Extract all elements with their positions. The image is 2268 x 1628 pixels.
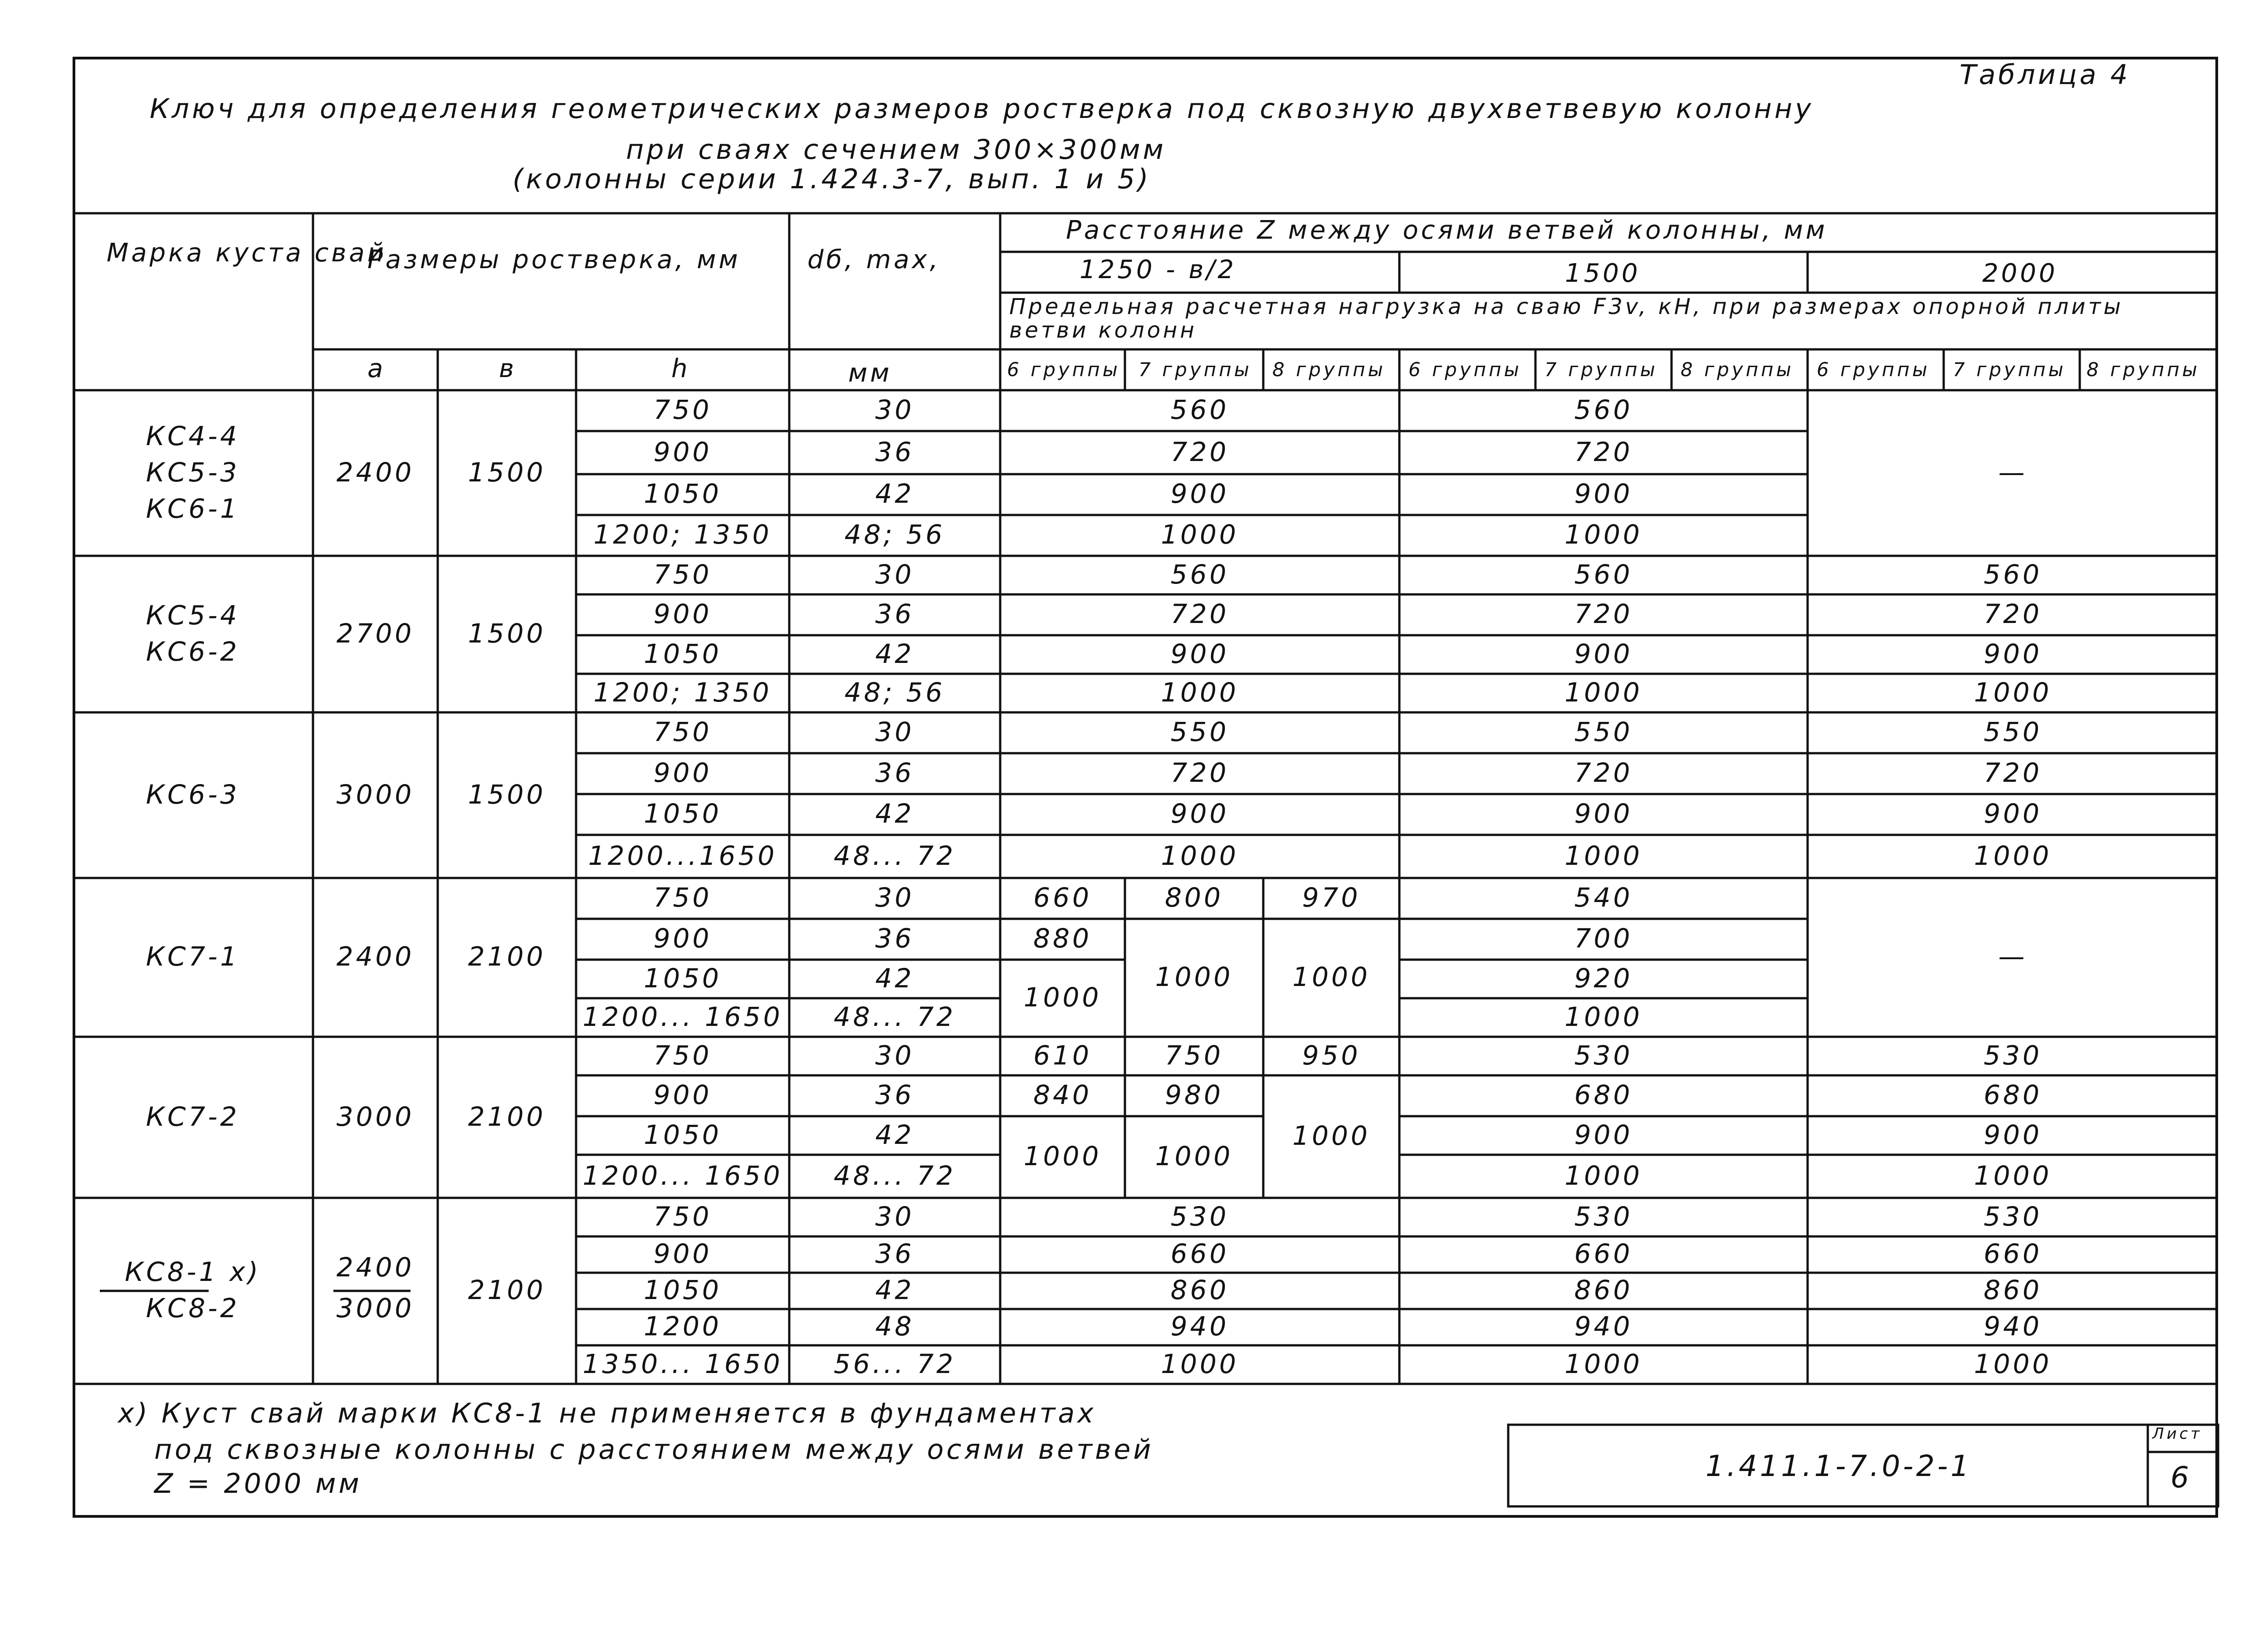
group-header: 6 группы xyxy=(1408,358,1522,381)
diameter-max: 42 xyxy=(875,962,914,994)
load-z1500: 1000 xyxy=(1564,519,1642,550)
table-number: Таблица 4 xyxy=(1960,59,2131,91)
header-distance: Расстояние Z между осями ветвей колонны, мм xyxy=(1066,216,1828,245)
load-z1250: 900 xyxy=(1170,638,1229,669)
load-z2000-dash: — xyxy=(1998,941,2028,972)
dim-a: 3000 xyxy=(336,779,415,810)
diameter-max: 30 xyxy=(875,559,914,590)
group-header: 8 группы xyxy=(1272,358,1386,381)
dim-b: 2100 xyxy=(468,1275,546,1305)
load-z2000: 900 xyxy=(1984,638,2042,669)
load-z2000: 720 xyxy=(1984,598,2042,629)
load-z2000: 900 xyxy=(1984,1119,2042,1150)
load-z1500: 1000 xyxy=(1564,1001,1642,1032)
load-group7: 800 xyxy=(1165,882,1223,913)
load-group6: 840 xyxy=(1033,1079,1092,1110)
diameter-max: 48... 72 xyxy=(833,1160,956,1191)
pile-cluster-mark: КС7-2 xyxy=(146,1101,240,1132)
diameter-max: 42 xyxy=(875,1275,914,1305)
load-z2000: 940 xyxy=(1984,1311,2042,1342)
header-load: Предельная расчетная нагрузка на сваю F3v, кН, при размерах опорной плиты ветви колонн xyxy=(1009,294,2124,343)
load-z1500: 900 xyxy=(1574,478,1633,509)
group-header: 6 группы xyxy=(1007,358,1120,381)
diameter-max: 48... 72 xyxy=(833,1001,956,1032)
dim-h: 1200...1650 xyxy=(588,840,777,871)
load-z1250: 560 xyxy=(1170,394,1229,425)
diameter-max: 36 xyxy=(875,436,914,467)
sheet-number: 6 xyxy=(2170,1461,2192,1495)
diameter-max: 30 xyxy=(875,394,914,425)
load-z1250: 720 xyxy=(1170,598,1229,629)
footnote-line2: под сквозные колонны с расстоянием между осями ветвей xyxy=(154,1434,1154,1466)
dim-h: 1050 xyxy=(644,1275,722,1305)
header-h: h xyxy=(671,354,690,383)
diameter-max: 42 xyxy=(875,478,914,509)
header-z1: 1250 - в/2 xyxy=(1080,255,1237,284)
dim-h: 750 xyxy=(653,394,712,425)
load-z1500: 900 xyxy=(1574,798,1633,829)
dim-h: 1050 xyxy=(644,638,722,669)
load-z1500: 1000 xyxy=(1564,840,1642,871)
load-group8: 970 xyxy=(1302,882,1361,913)
header-b: в xyxy=(499,354,517,383)
dim-h: 900 xyxy=(653,757,712,788)
load-group7: 1000 xyxy=(1155,1141,1233,1172)
header-dims: Размеры ростверка, мм xyxy=(367,245,741,275)
diameter-max: 48; 56 xyxy=(844,519,945,550)
dim-b: 2100 xyxy=(468,1101,546,1132)
diameter-max: 56... 72 xyxy=(833,1348,956,1379)
diameter-max: 36 xyxy=(875,598,914,629)
load-z2000: 560 xyxy=(1984,559,2042,590)
load-z1250: 660 xyxy=(1170,1238,1229,1269)
pile-cluster-mark: КС4-4 xyxy=(146,420,240,451)
diameter-max: 48... 72 xyxy=(833,840,956,871)
pile-cluster-mark: КС5-4 xyxy=(146,599,240,631)
load-z1250: 720 xyxy=(1170,436,1229,467)
load-z1250: 720 xyxy=(1170,757,1229,788)
load-z2000-dash: — xyxy=(1998,456,2028,488)
header-mark: Марка куста свай xyxy=(107,238,387,268)
diameter-max: 30 xyxy=(875,1201,914,1232)
diameter-max: 42 xyxy=(875,798,914,829)
dim-h: 750 xyxy=(653,716,712,747)
dim-h: 750 xyxy=(653,1201,712,1232)
dim-h: 1200... 1650 xyxy=(582,1001,783,1032)
load-z1500: 1000 xyxy=(1564,1348,1642,1379)
document-code: 1.411.1-7.0-2-1 xyxy=(1706,1450,1972,1483)
dim-b: 1500 xyxy=(468,779,546,810)
diameter-max: 30 xyxy=(875,1040,914,1071)
load-z1250: 1000 xyxy=(1161,840,1239,871)
load-group8: 1000 xyxy=(1292,961,1370,992)
load-z2000: 1000 xyxy=(1974,840,2052,871)
diameter-max: 42 xyxy=(875,638,914,669)
diameter-max: 30 xyxy=(875,882,914,913)
group-header: 6 группы xyxy=(1817,358,1930,381)
load-z2000: 680 xyxy=(1984,1079,2042,1110)
load-z1250: 940 xyxy=(1170,1311,1229,1342)
table-title-line2: при сваях сечением 300×300мм xyxy=(626,134,1166,166)
dim-h: 1200 xyxy=(644,1311,722,1342)
dim-a: 2400 xyxy=(336,456,415,488)
load-z1500: 700 xyxy=(1574,923,1633,954)
diameter-max: 48; 56 xyxy=(844,677,945,708)
group-header: 7 группы xyxy=(1953,358,2066,381)
load-group6: 880 xyxy=(1033,923,1092,954)
dim-b: 1500 xyxy=(468,456,546,488)
load-group7: 1000 xyxy=(1155,961,1233,992)
diameter-max: 36 xyxy=(875,1079,914,1110)
group-header: 8 группы xyxy=(1681,358,1794,381)
load-z2000: 720 xyxy=(1984,757,2042,788)
load-z1500: 560 xyxy=(1574,394,1633,425)
load-z2000: 860 xyxy=(1984,1275,2042,1305)
load-z1500: 720 xyxy=(1574,757,1633,788)
load-group8: 950 xyxy=(1302,1040,1361,1071)
dim-h: 1050 xyxy=(644,962,722,994)
load-z2000: 530 xyxy=(1984,1040,2042,1071)
dim-h: 750 xyxy=(653,1040,712,1071)
dim-a: 2700 xyxy=(336,618,415,649)
load-group6: 1000 xyxy=(1023,982,1102,1013)
group-header: 7 группы xyxy=(1139,358,1252,381)
pile-cluster-mark: КС6-1 xyxy=(146,493,240,524)
dim-b: 2100 xyxy=(468,941,546,972)
dim-h: 900 xyxy=(653,436,712,467)
table-title-line3: (колонны серии 1.424.3-7, вып. 1 и 5) xyxy=(513,163,1151,195)
dim-a: 3000 xyxy=(336,1293,415,1324)
dim-h: 900 xyxy=(653,598,712,629)
load-z1500: 530 xyxy=(1574,1040,1633,1071)
load-z1500: 1000 xyxy=(1564,677,1642,708)
pile-cluster-mark: КС8-1 x) xyxy=(125,1256,261,1287)
pile-cluster-mark: КС5-3 xyxy=(146,456,240,488)
header-z3: 2000 xyxy=(1982,259,2058,288)
dim-b: 1500 xyxy=(468,618,546,649)
pile-cluster-mark: КС7-1 xyxy=(146,941,240,972)
dim-h: 1050 xyxy=(644,478,722,509)
dim-h: 750 xyxy=(653,882,712,913)
load-z1500: 920 xyxy=(1574,962,1633,994)
table-title-line1: Ключ для определения геометрических размеров ростверка под сквозную двухветвевую колонну xyxy=(150,93,1814,125)
dim-a: 2400 xyxy=(336,941,415,972)
diameter-max: 36 xyxy=(875,1238,914,1269)
load-group6: 610 xyxy=(1033,1040,1092,1071)
dim-h: 900 xyxy=(653,1079,712,1110)
load-z1500: 660 xyxy=(1574,1238,1633,1269)
load-z1250: 1000 xyxy=(1161,519,1239,550)
load-z1500: 560 xyxy=(1574,559,1633,590)
load-z1500: 720 xyxy=(1574,598,1633,629)
dim-h: 900 xyxy=(653,923,712,954)
diameter-max: 30 xyxy=(875,716,914,747)
load-z1250: 900 xyxy=(1170,478,1229,509)
load-z1250: 860 xyxy=(1170,1275,1229,1305)
load-z1250: 530 xyxy=(1170,1201,1229,1232)
load-z1500: 540 xyxy=(1574,882,1633,913)
footnote-line3: Z = 2000 мм xyxy=(154,1468,362,1500)
footnote-line1: x) Куст свай марки КС8-1 не применяется в фундаментах xyxy=(118,1398,1096,1429)
load-group8: 1000 xyxy=(1292,1120,1370,1151)
dim-h: 750 xyxy=(653,559,712,590)
dim-h: 1050 xyxy=(644,798,722,829)
sheet-label: Лист xyxy=(2152,1425,2203,1443)
load-z1500: 900 xyxy=(1574,1119,1633,1150)
load-group7: 750 xyxy=(1165,1040,1223,1071)
header-z2: 1500 xyxy=(1565,259,1641,288)
dim-h: 1200; 1350 xyxy=(593,677,772,708)
load-z1500: 860 xyxy=(1574,1275,1633,1305)
group-header: 7 группы xyxy=(1545,358,1658,381)
header-dunit: мм xyxy=(848,358,892,388)
dim-a: 2400 xyxy=(336,1252,415,1283)
diameter-max: 36 xyxy=(875,923,914,954)
load-z2000: 1000 xyxy=(1974,1160,2052,1191)
pile-cluster-mark: КС6-2 xyxy=(146,636,240,667)
load-z2000: 1000 xyxy=(1974,677,2052,708)
load-z1500: 900 xyxy=(1574,638,1633,669)
load-z2000: 660 xyxy=(1984,1238,2042,1269)
load-z1500: 530 xyxy=(1574,1201,1633,1232)
load-z2000: 530 xyxy=(1984,1201,2042,1232)
load-group6: 1000 xyxy=(1023,1141,1102,1172)
dim-a: 3000 xyxy=(336,1101,415,1132)
header-dmax: dб, max, xyxy=(807,245,941,275)
load-z2000: 550 xyxy=(1984,716,2042,747)
load-z1500: 680 xyxy=(1574,1079,1633,1110)
load-z1500: 940 xyxy=(1574,1311,1633,1342)
pile-cluster-mark: КС8-2 xyxy=(146,1293,240,1324)
load-z1250: 900 xyxy=(1170,798,1229,829)
load-z1250: 560 xyxy=(1170,559,1229,590)
load-group7: 980 xyxy=(1165,1079,1223,1110)
group-header: 8 группы xyxy=(2087,358,2200,381)
diameter-max: 36 xyxy=(875,757,914,788)
load-group6: 660 xyxy=(1033,882,1092,913)
diameter-max: 42 xyxy=(875,1119,914,1150)
dim-h: 900 xyxy=(653,1238,712,1269)
dim-h: 1050 xyxy=(644,1119,722,1150)
dim-h: 1200; 1350 xyxy=(593,519,772,550)
load-z2000: 900 xyxy=(1984,798,2042,829)
load-z1250: 1000 xyxy=(1161,677,1239,708)
load-z1250: 1000 xyxy=(1161,1348,1239,1379)
diameter-max: 48 xyxy=(875,1311,914,1342)
pile-cluster-mark: КС6-3 xyxy=(146,779,240,810)
dim-h: 1350... 1650 xyxy=(582,1348,783,1379)
load-z2000: 1000 xyxy=(1974,1348,2052,1379)
load-z1250: 550 xyxy=(1170,716,1229,747)
load-z1500: 550 xyxy=(1574,716,1633,747)
header-a: a xyxy=(367,354,386,383)
dim-h: 1200... 1650 xyxy=(582,1160,783,1191)
load-z1500: 1000 xyxy=(1564,1160,1642,1191)
load-z1500: 720 xyxy=(1574,436,1633,467)
